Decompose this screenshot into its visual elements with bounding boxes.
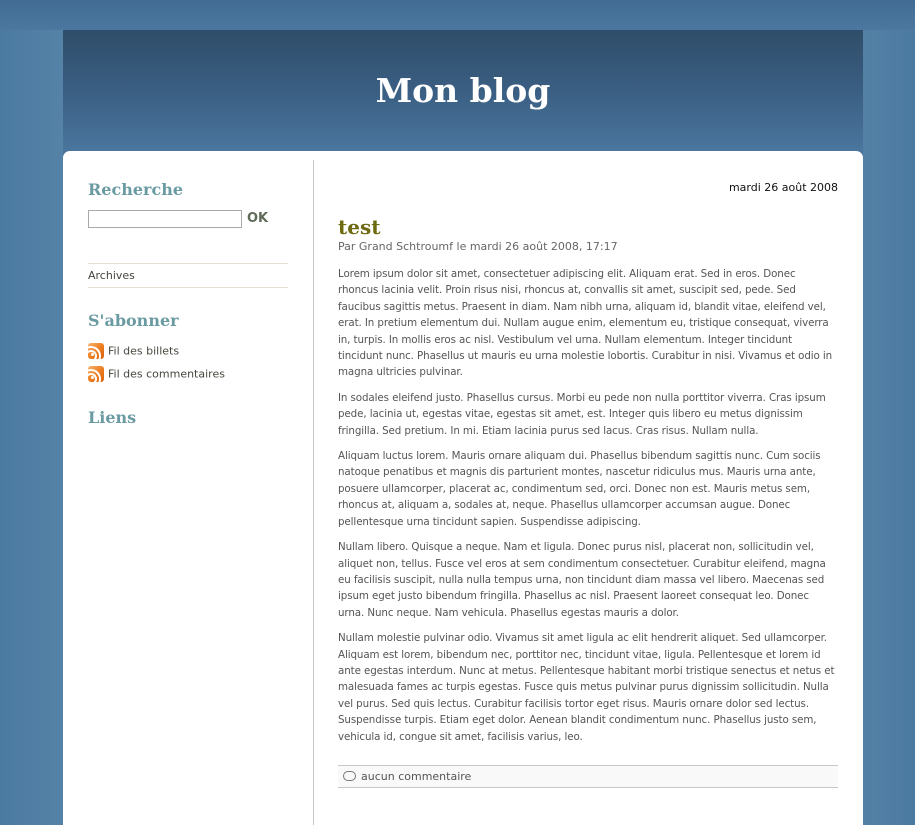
feed-item-comments[interactable] — [88, 366, 225, 382]
rss-icon — [88, 366, 104, 382]
sidebar-divider — [88, 263, 288, 264]
site-header — [63, 30, 863, 162]
post-paragraph: In sodales eleifend justo. Phasellus cursus. Morbi eu pede non nulla porttitor viverra. Cras ipsum pede, lacinia ut, egestas vitae, egestas sit amet, est. Integer quis libero eu metus dignissim fringilla. Sed pretium. In mi. Etiam lacinia purus sed lacus. Cras risus. Nullam nulla. — [338, 391, 826, 437]
post-paragraph: Nullam molestie pulvinar odio. Vivamus sit amet ligula ac elit hendrerit aliquet. Sed ullamcorper. Aliquam est lorem, bibendum nec, porttitor nec, tincidunt vitae, ligula. Pellentesque et lorem id ante egestas interdum. Nunc at metus. Pellentesque habitant morbi tristique senectus et netus et malesuada fames ac turpis egestas. Fusce quis metus pulvinar purus dignissim sollicitudin. Nulla vel purus. Sed quis lectus. Curabitur facilisis tortor eget risus. Mauris ornare dolor sed lectus. Suspendisse turpis. Etiam eget dolor. Aenean blandit condimentum nunc. Phasellus justo sem, vehicula id, congue sit amet, facilisis varius, leo. — [338, 632, 835, 743]
post-paragraph: Lorem ipsum dolor sit amet, consectetuer adipiscing elit. Aliquam erat. Sed in eros. Donec rhoncus lacinia velit. Proin risus nisi, rhoncus at, convallis sit amet, suscipit sed, pede. Sed faucibus sagittis metus. Praesent in diam. Nam nibh urna, aliquam id, blandit vitae, eleifend vel, erat. In pretium elementum dui. Nullam augue enim, elementum eu, tristique consequat, viverra in, turpis. In mollis eros ac nisl. Vestibulum vel urna. Nullam elementum. Integer tincidunt tincidunt nunc. Phasellus ut mauris eu urna molestie lobortis. Curabitur in nisi. Vivamus et odio in magna ultricies pulvinar. — [338, 268, 833, 379]
feed-comments-link[interactable]: Fil des commentaires — [108, 367, 225, 381]
search-heading: Recherche — [88, 180, 184, 199]
speech-bubble-icon — [343, 771, 356, 781]
feed-item-posts[interactable] — [88, 343, 179, 359]
post-paragraph: Nullam libero. Quisque a neque. Nam et ligula. Donec purus nisl, placerat non, sollicitudin vel, aliquet non, tellus. Fusce vel eros at sem condimentum consectetuer. Curabitur eleifend, magna eu facilisis suscipit, nulla nulla tempus urna, non tincidunt diam massa vel libero. Maecenas sed ipsum eget justo bibendum fringilla. Phasellus ac nisl. Praesent laoreet consequat leo. Donec urna. Nunc neque. Nam vehicula. Phasellus egestas mauris a dolor. — [338, 541, 826, 619]
site-title[interactable]: Mon blog — [375, 71, 551, 110]
post-title[interactable]: test — [338, 215, 381, 239]
column-divider — [313, 160, 314, 825]
date-header: mardi 26 août 2008 — [728, 181, 838, 194]
page-content — [63, 151, 863, 825]
comments-bar — [338, 765, 838, 788]
post-paragraph: Aliquam luctus lorem. Mauris ornare aliquam dui. Phasellus bibendum sagittis nunc. Cum sociis natoque penatibus et magnis dis parturient montes, nascetur ridiculus mus. Mauris urna ante, posuere ullamcorper, placerat ac, condimentum sed, orci. Donec non est. Mauris metus sem, rhoncus at, aliquam a, sodales at, neque. Phasellus ullamcorper accumsan augue. Donec pellentesque urna tincidunt sapien. Suspendisse adipiscing. — [338, 450, 821, 528]
comments-link[interactable]: aucun commentaire — [361, 770, 472, 783]
post-body — [338, 266, 838, 754]
post-meta: Par Grand Schtroumf le mardi 26 août 2008, 17:17 — [338, 240, 618, 253]
sidebar-divider — [88, 287, 288, 288]
search-input[interactable] — [88, 210, 242, 228]
rss-icon — [88, 343, 104, 359]
search-ok-button[interactable]: OK — [247, 211, 269, 226]
top-band — [0, 0, 915, 30]
feed-posts-link[interactable]: Fil des billets — [108, 344, 180, 358]
archives-link[interactable]: Archives — [88, 269, 135, 282]
subscribe-heading: S'abonner — [88, 311, 179, 330]
links-heading: Liens — [88, 408, 137, 427]
